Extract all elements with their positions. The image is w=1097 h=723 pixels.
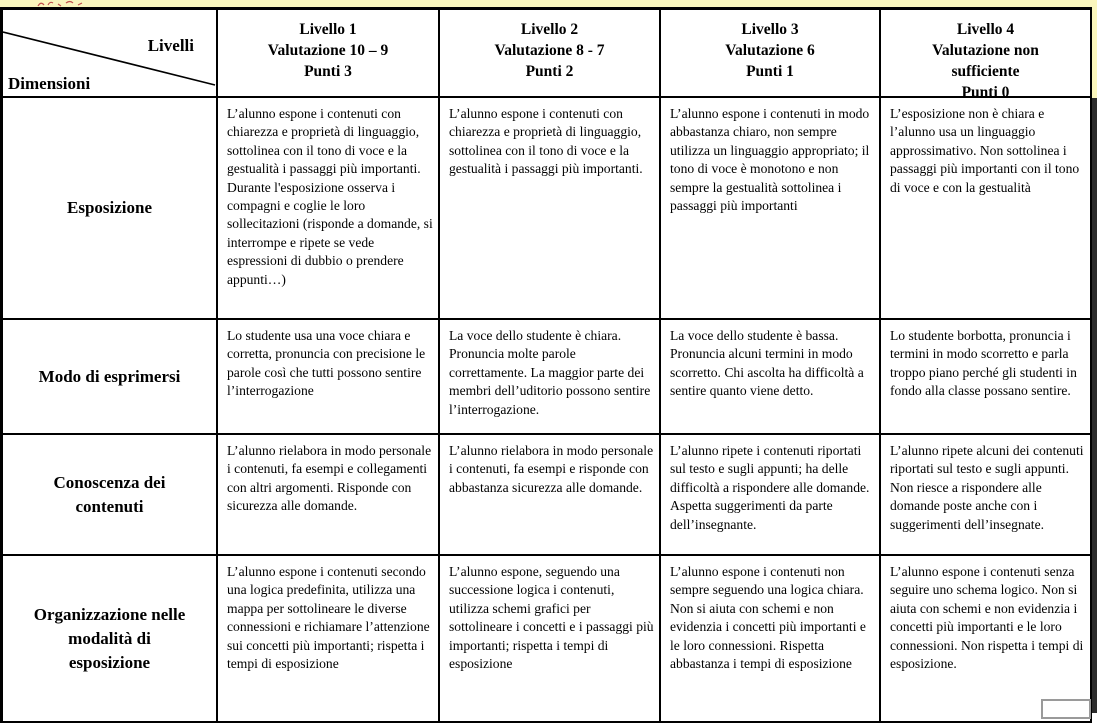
level-4-valutazione-1: Valutazione non xyxy=(932,42,1039,59)
corner-label-livelli: Livelli xyxy=(147,36,194,55)
dimension-modo-di-esprimersi xyxy=(3,320,218,435)
level-3-punti: Punti 1 xyxy=(746,63,794,80)
dimension-conoscenza-dei-contenuti xyxy=(3,435,218,556)
cell-conoscenza-l1: L’alunno rielabora in modo personale i contenuti, fa esempi e collegamenti con altri argomenti. Risponde con sicurezza alle domande. xyxy=(218,435,440,556)
cell-organizzazione-l2: L’alunno espone, seguendo una successione logica i contenuti, utilizza schemi grafici per sottolineare i concetti e i passaggi più importanti; rispetta i tempi di esposizione xyxy=(440,556,661,723)
level-3-title: Livello 3 xyxy=(741,21,799,38)
level-4-punti: Punti 0 xyxy=(961,84,1010,98)
cell-esposizione-l3: L’alunno espone i contenuti in modo abbastanza chiaro, non sempre utilizza un linguaggio appropriato; il tono di voce è monotono e non sempre la gestualità sottolinea i passaggi più importanti xyxy=(661,98,881,320)
cutoff-box xyxy=(1041,699,1091,719)
cell-modo-l3: La voce dello studente è bassa. Pronuncia alcuni termini in modo scorretto. Chi ascolta ha difficoltà a sentire quanto viene detto. xyxy=(661,320,881,435)
cell-conoscenza-l3: L’alunno ripete i contenuti riportati sul testo e sugli appunti; ha delle difficoltà a rispondere alle domande. Aspetta suggerimenti da parte dell’insegnante. xyxy=(661,435,881,556)
cell-modo-l1: Lo studente usa una voce chiara e corretta, pronuncia con precisione le parole così che tutti possono sentire l’interrogazione xyxy=(218,320,440,435)
header-level-1 xyxy=(218,10,440,98)
cell-conoscenza-l2: L’alunno rielabora in modo personale i contenuti, fa esempi e risponde con abbastanza sicurezza alle domande. xyxy=(440,435,661,556)
level-3-valutazione: Valutazione 6 xyxy=(725,42,815,59)
header-level-3 xyxy=(661,10,881,98)
cell-organizzazione-l1: L’alunno espone i contenuti secondo una logica predefinita, utilizza una mappa per sottolineare le diverse connessioni e richiamare l’attenzione sui concetti più importanti; rispetta i tempi di esposizione xyxy=(218,556,440,723)
dimension-label: Esposizione xyxy=(66,198,153,217)
dimension-esposizione xyxy=(3,98,218,320)
dimension-label: Organizzazione nelle modalità di esposizione xyxy=(33,604,186,672)
level-4-title: Livello 4 xyxy=(956,21,1015,38)
level-1-punti: Punti 3 xyxy=(304,63,352,80)
dimension-label: Conoscenza dei contenuti xyxy=(53,472,166,516)
dimension-label: Modo di esprimersi xyxy=(38,366,181,386)
corner-label-dimensioni: Dimensioni xyxy=(8,74,91,93)
level-2-valutazione: Valutazione 8 - 7 xyxy=(494,42,605,59)
evaluation-rubric-table xyxy=(0,10,1089,723)
cell-modo-l4: Lo studente borbotta, pronuncia i termini in modo scorretto e parla troppo piano perché gli studenti in fondo alla classe possano sentire. xyxy=(881,320,1092,435)
header-level-4 xyxy=(881,10,1092,98)
cell-organizzazione-l3: L’alunno espone i contenuti non sempre seguendo una logica chiara. Non si aiuta con schemi e non evidenzia i concetti più importanti e le loro connessioni. Rispetta abbastanza i tempi di esposizione xyxy=(661,556,881,723)
cell-esposizione-l1: L’alunno espone i contenuti con chiarezza e proprietà di linguaggio, sottolinea con il tono di voce e la gestualità i passaggi più importanti. Durante l'esposizione osserva i compagni e coglie le loro sollecitazioni (risponde a domande, si interrompe e ripete se vede espressioni di dubbio o prendere appunti…) xyxy=(218,98,440,320)
cell-esposizione-l4: L’esposizione non è chiara e l’alunno usa un linguaggio approssimativo. Non sottolinea i passaggi più importanti con il tono di voce e con la gestualità xyxy=(881,98,1092,320)
cell-modo-l2: La voce dello studente è chiara. Pronuncia molte parole correttamente. La maggior parte dei membri dell’uditorio possono sentire l’interrogazione. xyxy=(440,320,661,435)
header-level-2 xyxy=(440,10,661,98)
corner-header-cell xyxy=(3,10,218,98)
level-4-valutazione-2: sufficiente xyxy=(951,63,1020,80)
level-2-punti: Punti 2 xyxy=(525,63,574,80)
cell-esposizione-l2: L’alunno espone i contenuti con chiarezza e proprietà di linguaggio, sottolinea con il tono di voce e la gestualità i passaggi più importanti. xyxy=(440,98,661,320)
dimension-organizzazione xyxy=(3,556,218,723)
level-1-title: Livello 1 xyxy=(299,21,357,38)
level-1-valutazione: Valutazione 10 – 9 xyxy=(267,42,389,59)
level-2-title: Livello 2 xyxy=(520,21,579,38)
cell-organizzazione-l4: L’alunno espone i contenuti senza seguire uno schema logico. Non si aiuta con schemi e non evidenzia i concetti più importanti e le loro connessioni. Non rispetta i tempi di esposizione. xyxy=(881,556,1092,723)
cell-conoscenza-l4: L’alunno ripete alcuni dei contenuti riportati sul testo e sugli appunti. Non riesce a rispondere alle domande poste anche con i suggerimenti dell’insegnate. xyxy=(881,435,1092,556)
